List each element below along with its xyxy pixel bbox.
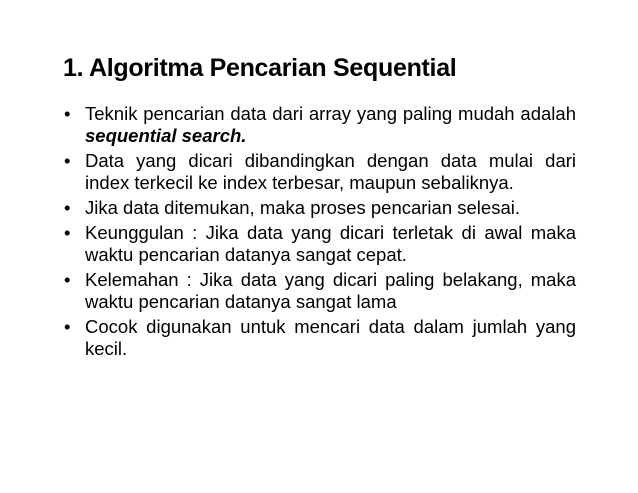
bullet-item [64, 269, 576, 313]
bullet-item [64, 197, 576, 219]
bullet-emphasis: sequential search. [85, 125, 247, 146]
bullet-marker: • [64, 197, 71, 218]
bullet-text: Cocok digunakan untuk mencari data dalam jumlah yang kecil. [85, 316, 576, 359]
bullet-item [64, 316, 576, 360]
bullet-item [64, 103, 576, 147]
bullet-text: Data yang dicari dibandingkan dengan data mulai dari index terkecil ke index terbesar, maupun sebaliknya. [85, 150, 576, 193]
bullet-marker: • [64, 150, 71, 171]
bullet-text: Jika data ditemukan, maka proses pencarian selesai. [85, 197, 520, 218]
slide-title: 1. Algoritma Pencarian Sequential [63, 54, 457, 82]
bullet-text: Kelemahan : Jika data yang dicari paling belakang, maka waktu pencarian datanya sangat lama [85, 269, 576, 312]
bullet-marker: • [64, 103, 71, 124]
bullet-text: Teknik pencarian data dari array yang paling mudah adalah [85, 103, 576, 124]
bullet-marker: • [64, 269, 71, 290]
bullet-marker: • [64, 316, 71, 337]
bullet-item [64, 222, 576, 266]
bullet-marker: • [64, 222, 71, 243]
bullet-list [64, 103, 576, 363]
bullet-text: Keunggulan : Jika data yang dicari terletak di awal maka waktu pencarian datanya sangat cepat. [85, 222, 576, 265]
bullet-item [64, 150, 576, 194]
